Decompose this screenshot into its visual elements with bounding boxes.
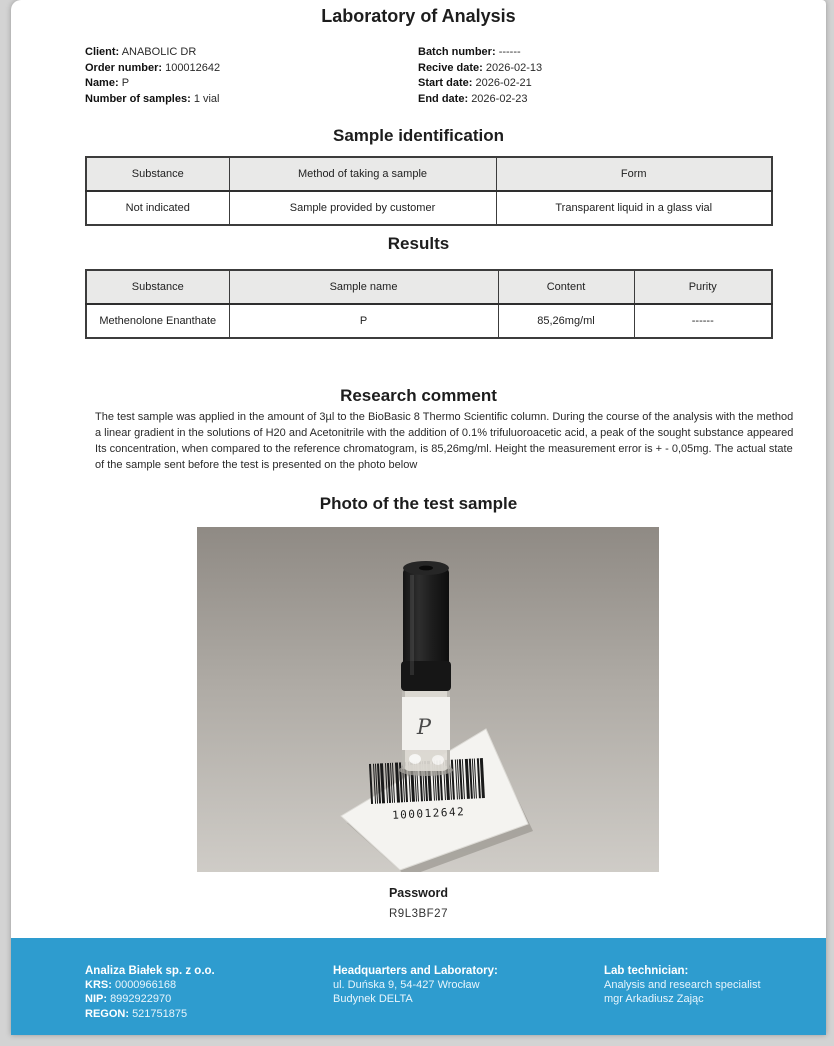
document-page: [11, 0, 826, 1035]
cell-sample-name: P: [229, 304, 498, 338]
end-date-row: [418, 92, 542, 108]
table-header-row: [86, 157, 772, 191]
sample-photo-image: [197, 527, 659, 872]
vial-cap-top-hole: [419, 566, 433, 571]
table-row: [86, 304, 772, 338]
client-info-block: [85, 45, 220, 107]
regon-value: 521751875: [132, 1007, 188, 1020]
table-row: [86, 191, 772, 225]
col-header-sample-name: Sample name: [229, 270, 498, 304]
research-comment-text: The test sample was applied in the amount of 3µl to the BioBasic 8 Thermo Scientific column. During the course of the analysis with the method a linear gradient in the solutions of H20 and Acetonitrile with the addition of 0.1% trifuluoroacetic acid, a peak of the sought substance appeared Its concentration, when compared to the reference chromatogram, is 85,26mg/ml. Height the measurement error is + - 0,05mg. The actual state of the sample sent before the test is presented on the photo below: [95, 411, 794, 471]
col-header-method: Method of taking a sample: [229, 157, 496, 191]
cell-substance: Not indicated: [86, 191, 229, 225]
headquarters-building: Budynek DELTA: [333, 993, 413, 1006]
receive-date-row: [418, 61, 542, 77]
batch-number-label: Batch number:: [418, 46, 496, 58]
company-nip: [85, 992, 215, 1006]
barcode-number: 100012642: [391, 805, 466, 822]
col-header-substance: Substance: [86, 270, 229, 304]
col-header-content: Content: [498, 270, 634, 304]
sample-photo: [197, 527, 659, 872]
start-date-value: 2026-02-21: [475, 77, 532, 90]
page-title: Laboratory of Analysis: [321, 6, 516, 26]
headquarters-address: ul. Duńska 9, 54-427 Wrocław: [333, 979, 480, 992]
name-row: [85, 76, 220, 92]
start-date-row: [418, 76, 542, 92]
batch-number-row: [418, 45, 542, 61]
photo-heading: Photo of the test sample: [319, 494, 518, 513]
samples-count-value: 1 vial: [193, 92, 220, 105]
batch-number-value: ------: [498, 46, 521, 58]
client-row: [85, 45, 220, 61]
col-header-substance: Substance: [86, 157, 229, 191]
cell-substance: Methenolone Enanthate: [86, 304, 229, 338]
cell-method: Sample provided by customer: [229, 191, 496, 225]
footer: [11, 938, 826, 1035]
client-value: ANABOLIC DR: [121, 46, 197, 58]
end-date-value: 2026-02-23: [471, 92, 528, 105]
cap-highlight: [410, 575, 414, 675]
receive-date-label: Recive date:: [418, 61, 483, 74]
order-number-value: 100012642: [165, 61, 221, 74]
company-krs: [85, 978, 215, 992]
col-header-purity: Purity: [634, 270, 772, 304]
cell-content: 85,26mg/ml: [498, 304, 634, 338]
client-label: Client:: [85, 46, 120, 58]
glass-shine-left: [409, 754, 421, 764]
results-heading: Results: [387, 234, 450, 253]
vial-cap-skirt: [401, 661, 451, 691]
order-number-row: [85, 61, 220, 77]
receive-date-value: 2026-02-13: [485, 61, 543, 74]
glass-shine-right: [432, 755, 444, 765]
password-value: R9L3BF27: [389, 908, 448, 920]
sample-identification-heading: Sample identification: [333, 126, 504, 145]
table-header-row: [86, 270, 772, 304]
company-name: Analiza Białek sp. z o.o.: [85, 965, 215, 977]
technician-name: mgr Arkadiusz Zając: [604, 993, 704, 1006]
end-date-label: End date:: [418, 92, 469, 105]
name-value: P: [121, 77, 130, 90]
krs-label: KRS:: [85, 979, 112, 992]
dates-info-block: [418, 45, 542, 107]
sample-identification-table: [85, 156, 773, 226]
results-table: [85, 269, 773, 339]
start-date-label: Start date:: [418, 77, 473, 90]
nip-value: 8992922970: [110, 993, 172, 1006]
col-header-form: Form: [496, 157, 772, 191]
order-number-label: Order number:: [85, 61, 163, 74]
name-label: Name:: [85, 77, 119, 90]
krs-value: 0000966168: [114, 979, 177, 992]
samples-count-row: [85, 92, 220, 108]
research-comment-heading: Research comment: [340, 386, 497, 405]
headquarters-heading: Headquarters and Laboratory:: [333, 965, 498, 977]
technician-info: [604, 964, 761, 1007]
company-regon: [85, 1007, 215, 1021]
company-info: [85, 964, 215, 1021]
nip-label: NIP:: [85, 993, 107, 1006]
vial-label-text: P: [416, 715, 432, 739]
regon-label: REGON:: [85, 1007, 129, 1020]
samples-count-label: Number of samples:: [85, 92, 191, 105]
cell-form: Transparent liquid in a glass vial: [496, 191, 772, 225]
technician-title: Analysis and research specialist: [604, 979, 761, 992]
technician-heading: Lab technician:: [604, 965, 689, 977]
cell-purity: ------: [634, 304, 772, 338]
headquarters-info: [333, 964, 498, 1007]
password-heading: Password: [388, 886, 449, 900]
